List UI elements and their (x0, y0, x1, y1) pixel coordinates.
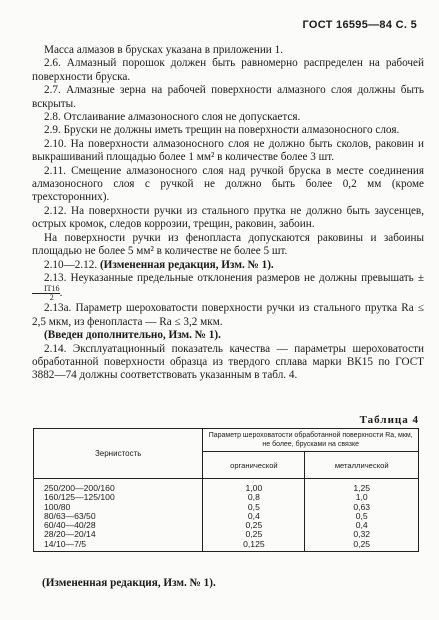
cell-organic: 0,4 (203, 512, 305, 521)
cell-grit: 14/10—7/5 (34, 540, 203, 552)
paragraph-2-13a: 2.13а. Параметр шероховатости поверхности ручки из стального прутка Ra ≤ 2,5 мкм, из фенопласта — Ra ≤ 3,2 мкм. (32, 302, 424, 328)
table-row (34, 540, 419, 552)
document-body (32, 44, 424, 383)
cell-metal: 0,63 (305, 503, 419, 512)
cell-organic: 0,8 (203, 493, 305, 502)
cell-metal: 0,25 (305, 540, 419, 552)
header-param: Параметр шероховатости обработанной поверхности Ra, мкм, не более, брусками на связке (203, 429, 419, 452)
cell-organic: 0,125 (203, 540, 305, 552)
paragraph-2-14: 2.14. Эксплуатационный показатель качества — параметры шероховатости обработанной поверхности образца из твердого сплава марки ВК15 по ГОСТ 3882—74 должны соответствовать указанным в табл. 4. (32, 342, 424, 382)
paragraph: 2.7. Алмазные зерна на рабочей поверхности алмазного слоя должны быть вскрыты. (32, 84, 424, 110)
amendment-text: (Измененная редакция, Изм. № 1). (99, 258, 274, 271)
paragraph-2-13: 2.13. Неуказанные предельные отклонения размеров не должны превышать ± $\frac{IT16}{2}$ . (32, 272, 424, 302)
paragraph: 2.9. Бруски не должны иметь трещин на поверхности алмазоносного слоя. (44, 124, 400, 137)
cell-metal: 0,4 (305, 521, 419, 530)
cell-grit: 80/63—63/50 (34, 512, 203, 521)
amendment-range: 2.10—2.12. (44, 258, 100, 271)
cell-metal: 1,0 (305, 493, 419, 502)
paragraph: На поверхности ручки из фенопласта допускаются раковины и забоины площадью не более 5 мм² в количестве не более 5 шт. (32, 231, 424, 258)
cell-organic: 0,5 (203, 503, 305, 512)
cell-grit: 60/40—40/28 (34, 521, 203, 530)
added-note: (Введен дополнительно, Изм. № 1). (44, 329, 221, 342)
header-metal: металлической (305, 452, 419, 479)
amendment-note (32, 259, 424, 272)
cell-metal: 0,5 (305, 512, 419, 521)
p213-text: 2.13. Неуказанные предельные отклонения размеров не должны превышать ± (44, 271, 424, 284)
cell-grit: 100/80 (34, 503, 203, 512)
footer-note: (Измененная редакция, Изм. № 1). (42, 577, 216, 589)
cell-metal: 1,25 (305, 479, 419, 494)
cell-grit: 250/200—200/160 (34, 479, 203, 494)
roughness-table (33, 428, 419, 552)
cell-organic: 0,25 (203, 530, 305, 539)
cell-organic: 1,00 (203, 479, 305, 494)
cell-organic: 0,25 (203, 521, 305, 530)
fraction-numerator: IT16 (32, 285, 60, 294)
page-header: ГОСТ 16595—84 С. 5 (302, 19, 417, 31)
paragraph: Масса алмазов в брусках указана в приложении 1. (44, 44, 283, 56)
tolerance-fraction (32, 285, 60, 302)
paragraph: 2.8. Отслаивание алмазоносного слоя не допускается. (44, 111, 301, 124)
table-caption: Таблица 4 (359, 414, 419, 426)
cell-metal: 0,32 (305, 530, 419, 539)
cell-grit: 160/125—125/100 (34, 493, 203, 502)
paragraph: 2.12. На поверхности ручки из стального прутка не должно быть заусенцев, острых кромок, следов коррозии, трещин, раковин, забоин. (32, 204, 424, 231)
paragraph: 2.6. Алмазный порошок должен быть равномерно распределен на рабочей поверхности бруска. (32, 57, 424, 83)
paragraph: 2.10. На поверхности алмазоносного слоя не должно быть сколов, раковин и выкрашиваний площадью более 1 мм² в количестве более 3 шт. (32, 137, 424, 164)
fraction-denominator: 2 (49, 293, 54, 303)
table-row (34, 479, 419, 494)
cell-grit: 28/20—20/14 (34, 530, 203, 539)
header-organic: органической (203, 452, 305, 479)
paragraph: 2.11. Смещение алмазоносного слоя над ручкой бруска в месте соединения алмазоносного слоя с ручкой не должно быть более 0,2 мм (кроме трехсторонних). (32, 164, 424, 204)
header-grit: Зернистость (34, 429, 203, 479)
